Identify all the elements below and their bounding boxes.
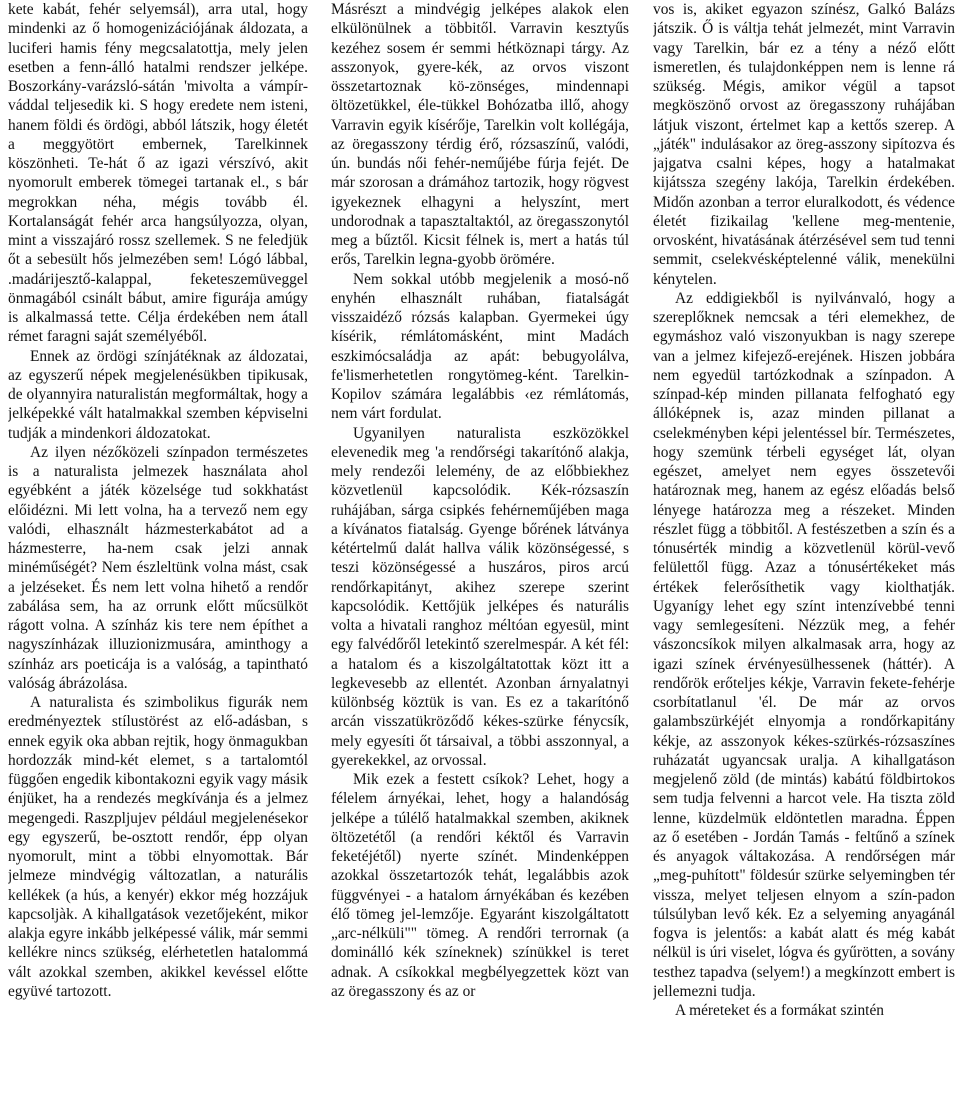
paragraph: Mik ezek a festett csíkok? Lehet, hogy a félelem árnyékai, lehet, hogy a halandóság jelképe a túlélő hatalmakkal szemben, akiknek öltözetétől (a rendőri kéktől és Varravin feketéjétől) nyerte színét. Mindenképpen azokkal összetartozók tehát, legalábbis azok függvényei - a hatalom árnyékában és kezében élő tömeg jel-lemzője. Egyaránt kiszolgáltatott „arc-nélküli"" tömeg. A rendőri terrornak (a dominálló kék színeknek) színükkel is teret adnak. A csíkokkal megbélyegzettek közt van az öregasszony és az or — [331, 771, 629, 1000]
paragraph: Másrészt a mindvégig jelképes alakok elen elkülönülnek a többitől. Varravin kesztyűs kezéhez sosem ér semmi hétköznapi tárgy. Az asszonyok, gyere-kék, az orvos viszont összetartoznak kö-zönséges, mindennapi öltözetükkel, éle-tükkel Bohózatba illő, ahogy Varravin egyik kísérője, Tarelkin volt kollégája, az öregasszony térdig érő, rózsaszínű, valódi, ún. bundás női fehér-neműjébe fúrja fejét. De már szorosan a drámához tartozik, hogy rögvest igyekeznek elhagyni a helyszínt, mert undorodnak a tapasztaltaktól, az öregasszonytól meg a bűztől. Kicsit félnek is, mert a hatás túl erős, Tarelkin legna-gyobb örömére. — [331, 1, 629, 269]
paragraph: Nem sokkal utóbb megjelenik a mosó-nő enyhén elhasznált ruhában, fiatalságát visszaidéző rózsás kalapban. Gyermekei úgy kísérik, rémlátomásként, mint Madách eszkimócsaládja az apát: bebugyolálva, fe'lismerhetetlen rongytömeg-ként. Tarelkin-Kopilov számára legalábbis ‹ez rémlátomás, nem várt fordulat. — [331, 270, 629, 423]
text-column-2 — [331, 0, 629, 1119]
paragraph: Az eddigiekből is nyilvánvaló, hogy a szereplőknek nemcsak a téri elemekhez, de egymáshoz való viszonyukban is nagy szerepe van a jelmez kifejező-erejének. Hiszen jobbára nem egyedül tartózkodnak a színpadon. A színpad-kép minden pillanata felfogható egy állóképnek is, azaz minden pillanat a cselekményben képi jelentéssel bír. Természetes, hogy szemünk térbeli egységet lát, olyan egészet, amelyet nem egyes összetevői határoznak meg, hanem az egész előadás belső lényege határozza meg a részeket. Minden részlet függ a többitől. A festészetben a szín és a tónusérték mindig a közvetlenül körül-vevő felülettől függ. Azaz a tónusértékeket más értékek felerősíthetik vagy kiolthatják. Ugyanígy lehet egy színt intenzívebbé tenni vagy semlegesíteni. Nézzük meg, a fehér vászoncsíkok milyen alkalmasak arra, hogy az igazi színek érvényesülhessenek (háttér). A rendőrök erőteljes kékje, Varravin fekete-fehérje csorbítatlanul 'él. De már az orvos galambszürkéjét elnyomja a rondőrkapitány kékje, az asszonyok kékes-szürkés-rózsaszínes ruházatát ugyancsak uralja. A kihallgatáson megjelenő zöld (de mintás) kabátú földbirtokos sem tudja felvenni a harcot vele. Ha tiszta zöld lenne, küzdelmük eldöntetlen maradna. Éppen az ő esetében - Jordán Tamás - feltűnő a színek és anyagok váltakozása. A rendőrségen már „meg-puhított" földesúr szürke selyemingben tér vissza, melyet teljesen elnyom a szín-padon túlsúlyban levő kék. Ez a selyeming anyagánál fogva is jelentős: a kabát alatt és még kabát nélkül is úri viselet, lógva és gyűrötten, a sovány testhez tapadva (selyem!) a megkínzott embert is jellemezni tudja. — [653, 289, 955, 1000]
text-column-1 — [8, 0, 308, 1119]
paragraph: vos is, akiket egyazon színész, Galkó Balázs játszik. Ő is váltja tehát jelmezét, mint Varravin vagy Tarelkin, bár ez a tény a néző előtt ismeretlen, és tulajdonképpen nem is lenne rá szükség. Mégis, amikor végül a tapsot megköszönő orvost az öregasszony ruhájában látjuk viszont, értelmet kap a kettős szerep. A „játék" indulásakor az öreg-asszony sipítozva és jajgatva csalni képes, hogy a hatalmakat kijátssza szegény lakója, Tarelkin érdekében. Midőn azonban a terror eluralkodott, és védence életét fizikailag 'kellene meg-mentenie, orvosként, hivatásának átérzésével sem tud tenni semmit, cselekvésképtelenné válik, menekülni kénytelen. — [653, 1, 955, 288]
paragraph: A naturalista és szimbolikus figurák nem eredményeztek stílustörést az elő-adásban, s ennek egyik oka abban rejtik, hogy önmagukban hordozzák mind-két elemet, s a tartalomtól függően engedik kibontakozni egyik vagy másik énjüket, ha a rendezés megkívánja és a jelmez megengedi. Raszpljujev például megjelenésekor egy egyszerű, be-osztott rendőr, épp olyan nyomorult, mint a többi elnyomottak. Bár jelmeze mindvégig változatlan, a naturális kellékek (a hús, a kenyér) ekkor még hozzájuk kapcsoljàk. A kihallgatások vezetőjeként, mikor alakja egyre inkább jelképessé válik, már semmi kellékre nincs szükség, elérhetetlen hatalommá vált azokkal szemben, akikkel kevéssel előtte együvé tartozott. — [8, 694, 308, 1000]
text-column-3 — [653, 0, 955, 1119]
paragraph: kete kabát, fehér selyemsál), arra utal, hogy mindenki az ő homogenizációjának áldozata, a luciferi hamis fény megcsalatottja, mely jelen esetben a fenn-álló hatalmi rendszer jelképe. Boszorkány-varázsló-sátán 'mivolta a vámpír-váddal teljesedik ki. S hogy eredete nem isteni, hanem földi és ördögi, abból látszik, hogy életét a meggyötört embernek, Tarelkinnek köszönheti. Te-hát ő az igazi vérszívó, akit nyomorult emberek tömegei tartanak el., s bár megrokkan néha, mégis tovább él. Kortalanságát fehér arca hangsúlyozza, olyan, mint a visszajáró rossz szellemek. S ne feledjük őt a sebesült hős jelmezében sem! Lógó lábbal, .madárijesztő-kalappal, feketeszemüveggel önmagából csinált bábut, amire figurája amúgy is alkalmassá tette. Célja érdekében nem átall rémet faragni saját személyéből. — [8, 1, 308, 346]
paragraph: A méreteket és a formákat szintén — [675, 1002, 884, 1019]
paragraph: Az ilyen nézőközeli színpadon természetes is a naturalista jelmezek használata ahol egyébként a játék közelsége tud sokkhatást előidézni. Mi lett volna, ha a tervező nem egy valódi, elhasznált házmesterkabátot ad a házmesterre, ha-nem csak jelzi annak minéműségét? Nem észleltünk volna mást, csak a jelzéseket. És nem lett volna hihető a rendőr zabálása sem, ha az orrunk előtt műcsülköt rágott volna. A színház kis tere nem építhet a nagyszínházak illuzionizmusára, aminthogy a színház ars poeticája is a valóság, a tapintható valóság ábrázolása. — [8, 443, 308, 692]
paragraph: Ennek az ördögi színjátéknak az áldozatai, az egyszerű népek megjelenésükben tipikusak, de olyannyira naturalistán megformáltak, hogy a jelképekké vált hatalmakkal szemben képviselni tudják a mindenkori áldozatokat. — [8, 347, 308, 442]
paragraph: Ugyanilyen naturalista eszközökkel elevenedik meg 'a rendőrségi takarítónő alakja, mely rendezői lelemény, de az előbbiekhez közvetlenül kapcsolódik. Kék-rózsaszín ruhájában, sárga csipkés fehérneműjében maga a kívánatos fiatalság. Gyenge bőrének látványa kétértelmű dalát hallva válik közönségessé, s teszi közönségessé a huszáros, piros arcú rendőrkapitányt, akihez szerepe szerint kapcsolódik. Kettőjük jelképes és naturális volta a hivatali ranghoz méltóan egyesül, mint egy falvédőről letekintő szerelmespár. A két fél: a hatalom és a kiszolgáltatottak közt itt a legkevesebb az ellentét. Azonban árnyalatnyi különbség köztük is van. Es ez a takarítónő arcán visszatükröződő kékes-szürke fénycsík, mely egyesíti őt társaival, a többi asszonnyal, a gyerekekkel, az orvossal. — [331, 424, 629, 769]
